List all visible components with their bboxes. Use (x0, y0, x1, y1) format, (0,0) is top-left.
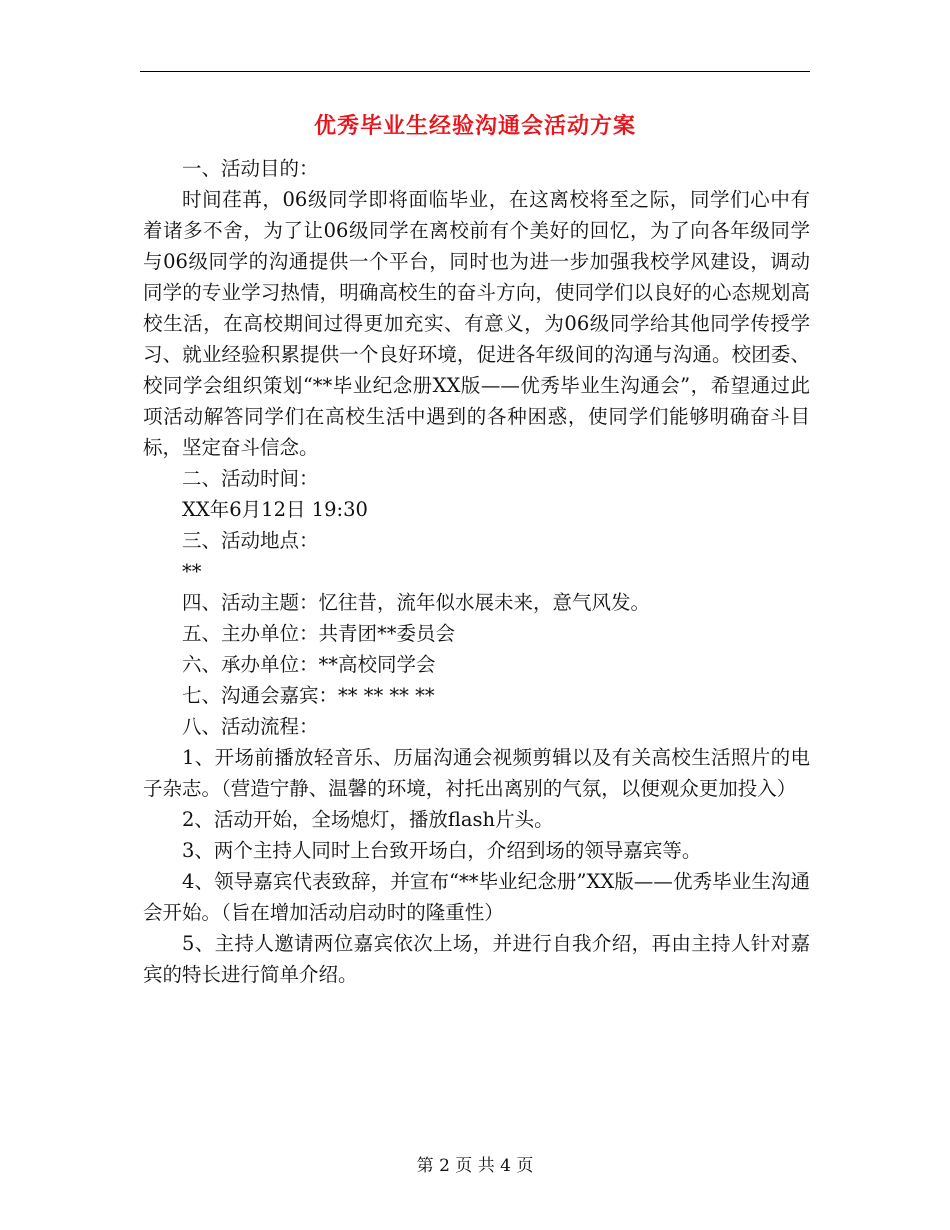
section-heading-process: 八、活动流程： (182, 715, 319, 738)
process-step-2: 2、活动开始，全场熄灯，播放flash片头。 (182, 808, 554, 831)
event-location: ** (182, 560, 202, 583)
section-heading-location: 三、活动地点： (182, 529, 319, 552)
event-theme: 四、活动主题：忆往昔，流年似水展未来，意气风发。 (182, 591, 651, 614)
process-step-3: 3、两个主持人同时上台致开场白，介绍到场的领导嘉宾等。 (182, 839, 702, 862)
header-rule (140, 71, 810, 72)
event-organizer: 五、主办单位：共青团**委员会 (182, 622, 456, 645)
event-guests: 七、沟通会嘉宾：** ** ** ** (182, 684, 435, 707)
process-step-5: 5、主持人邀请两位嘉宾依次上场，并进行自我介绍，再由主持人针对嘉宾的特长进行简单介绍。 (143, 932, 810, 986)
document-body (143, 153, 810, 990)
purpose-paragraph: 时间荏苒，06级同学即将面临毕业，在这离校将至之际，同学们心中有着诸多不舍，为了让06级同学在离校前有个美好的回忆，为了向各年级同学与06级同学的沟通提供一个平台，同时也为进一步加强我校学风建设，调动同学的专业学习热情，明确高校生的奋斗方向，使同学们以良好的心态规划高校生活，在高校期间过得更加充实、有意义，为06级同学给其他同学传授学习、就业经验积累提供一个良好环境，促进各年级间的沟通与沟通。校团委、校同学会组织策划“**毕业纪念册XX版——优秀毕业生沟通会”，希望通过此项活动解答同学们在高校生活中遇到的各种困惑，使同学们能够明确奋斗目标，坚定奋斗信念。 (143, 188, 810, 459)
event-host-unit: 六、承办单位：**高校同学会 (182, 653, 436, 676)
process-step-4: 4、领导嘉宾代表致辞，并宣布“**毕业纪念册”XX版——优秀毕业生沟通会开始。（旨在增加活动启动时的隆重性） (143, 870, 810, 924)
section-heading-time: 二、活动时间： (182, 467, 319, 490)
process-step-1: 1、开场前播放轻音乐、历届沟通会视频剪辑以及有关高校生活照片的电子杂志。（营造宁静、温馨的环境，衬托出离别的气氛，以便观众更加投入） (143, 746, 810, 800)
document-title: 优秀毕业生经验沟通会活动方案 (313, 113, 636, 139)
section-heading-purpose: 一、活动目的： (182, 157, 319, 180)
event-time: XX年6月12日 19:30 (182, 498, 368, 521)
page-number-footer: 第 2 页 共 4 页 (416, 1156, 534, 1176)
